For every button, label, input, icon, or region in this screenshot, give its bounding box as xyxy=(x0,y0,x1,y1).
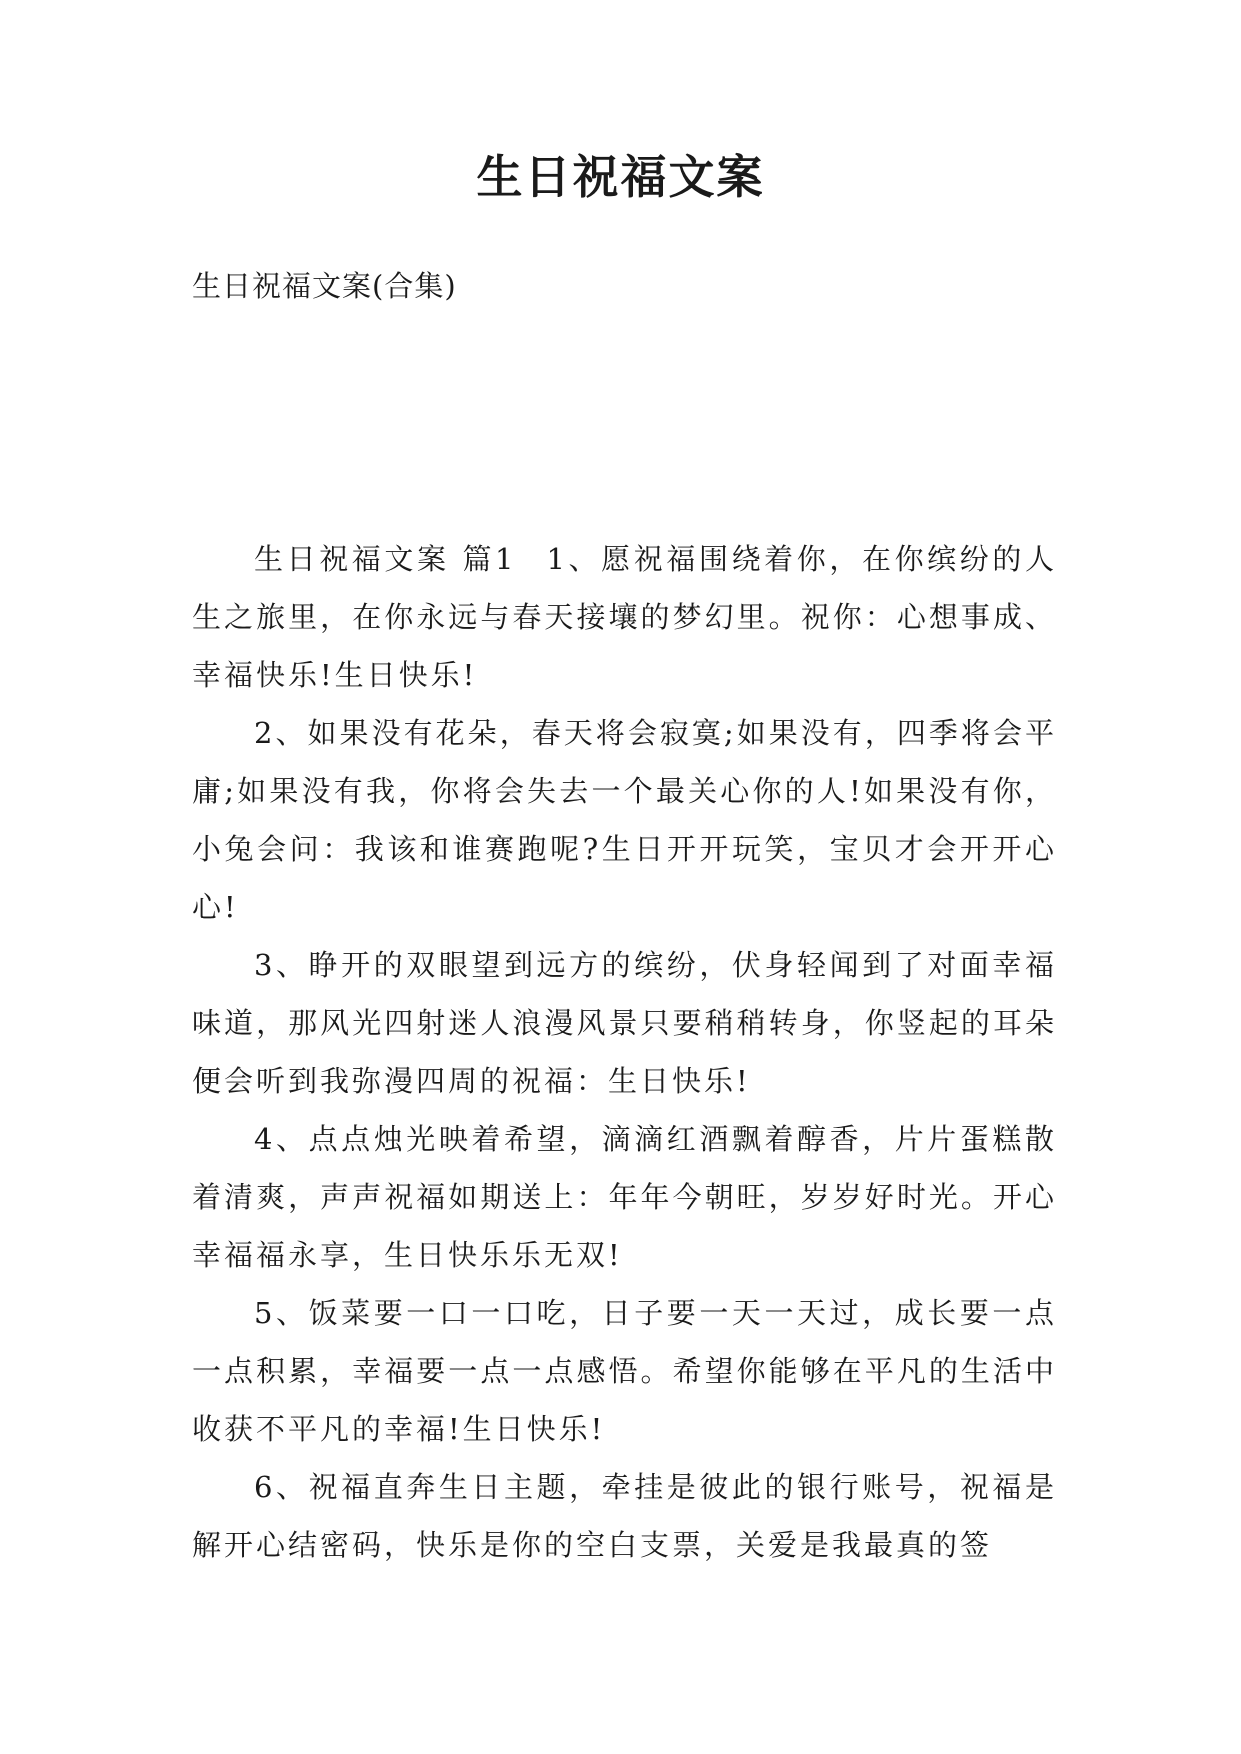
section-heading: 生日祝福文案 篇1 xyxy=(254,542,517,576)
document-body xyxy=(192,530,1057,1574)
document-subtitle: 生日祝福文案(合集) xyxy=(192,269,457,303)
paragraph-3: 3、睁开的双眼望到远方的缤纷，伏身轻闻到了对面幸福味道，那风光四射迷人浪漫风景只要稍稍转身，你竖起的耳朵便会听到我弥漫四周的祝福：生日快乐! xyxy=(192,948,1057,1098)
paragraph-5: 5、饭菜要一口一口吃，日子要一天一天过，成长要一点一点积累，幸福要一点一点感悟。希望你能够在平凡的生活中收获不平凡的幸福!生日快乐! xyxy=(192,1296,1057,1446)
paragraph-6: 6、祝福直奔生日主题，牵挂是彼此的银行账号，祝福是解开心结密码，快乐是你的空白支票，关爱是我最真的签 xyxy=(192,1470,1057,1562)
document-title: 生日祝福文案 xyxy=(476,150,765,204)
paragraph-text: 1、愿祝福围绕着你，在你缤纷的人生之旅里，在你永远与春天接壤的梦幻里。祝你：心想事成、幸福快乐!生日快乐! xyxy=(192,542,1058,692)
paragraph-4: 4、点点烛光映着希望，滴滴红酒飘着醇香，片片蛋糕散着清爽，声声祝福如期送上：年年今朝旺，岁岁好时光。开心幸福福永享，生日快乐乐无双! xyxy=(192,1122,1057,1272)
paragraph-1 xyxy=(192,530,1057,704)
paragraph-2: 2、如果没有花朵，春天将会寂寞;如果没有，四季将会平庸;如果没有我，你将会失去一个最关心你的人!如果没有你，小兔会问：我该和谁赛跑呢?生日开开玩笑，宝贝才会开开心心! xyxy=(192,716,1057,924)
